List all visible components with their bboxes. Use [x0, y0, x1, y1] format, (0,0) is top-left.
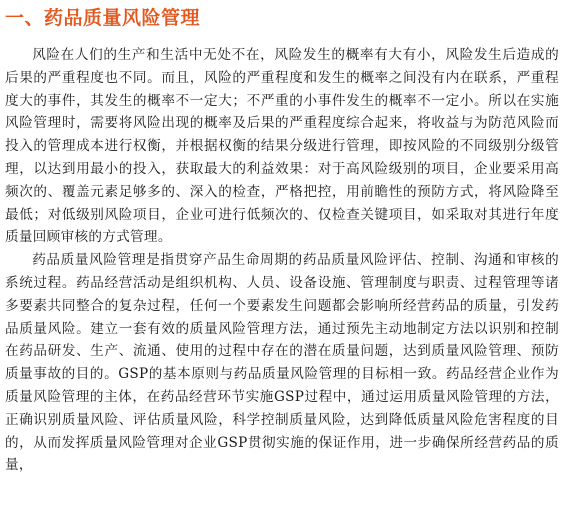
paragraph-risk-overview: 风险在人们的生产和生活中无处不在，风险发生的概率有大有小，风险发生后造成的后果的严重程度也不同。而且，风险的严重程度和发生的概率之间没有内在联系，严重程度大的事件，其发生的概率不一定大；不严重的小事件发生的概率不一定小。所以在实施风险管理时，需要将风险出现的概率及后果的严重程度综合起来，将收益与为防范风险而投入的管理成本进行权衡，并根据权衡的结果分级进行管理，即按风险的不同级别分级管理，以达到用最小的投入，获取最大的利益效果：对于高风险级别的项目，企业要采用高频次的、覆盖元素足够多的、深入的检查，严格把控，用前瞻性的预防方式，将风险降至最低；对低级别风险项目，企业可进行低频次的、仅检查关键项目，如采取对其进行年度质量回顾审核的方式管理。	[5, 47, 559, 246]
paragraph-quality-risk-management: 药品质量风险管理是指贯穿产品生命周期的药品质量风险评估、控制、沟通和审核的系统过程。药品经营活动是组织机构、人员、设备设施、管理制度与职责、过程管理等诸多要素共同整合的复杂过程，任何一个要素发生问题都会影响所经营药品的质量，引发药品质量风险。建立一套有效的质量风险管理方法，通过预先主动地制定方法以识别和控制在药品研发、生产、流通、使用的过程中存在的潜在质量问题，达到质量风险管理、预防质量事故的目的。GSP的基本原则与药品质量风险管理的目标相一致。药品经营企业作为质量风险管理的主体，在药品经营环节实施GSP过程中，通过运用质量风险管理的方法，正确识别质量风险、评估质量风险，科学控制质量风险，达到降低质量风险危害程度的目的，从而发挥质量风险管理对企业GSP贯彻实施的保证作用，进一步确保所经营药品的质量，	[5, 252, 559, 474]
section-heading: 一、药品质量风险管理	[5, 7, 201, 29]
